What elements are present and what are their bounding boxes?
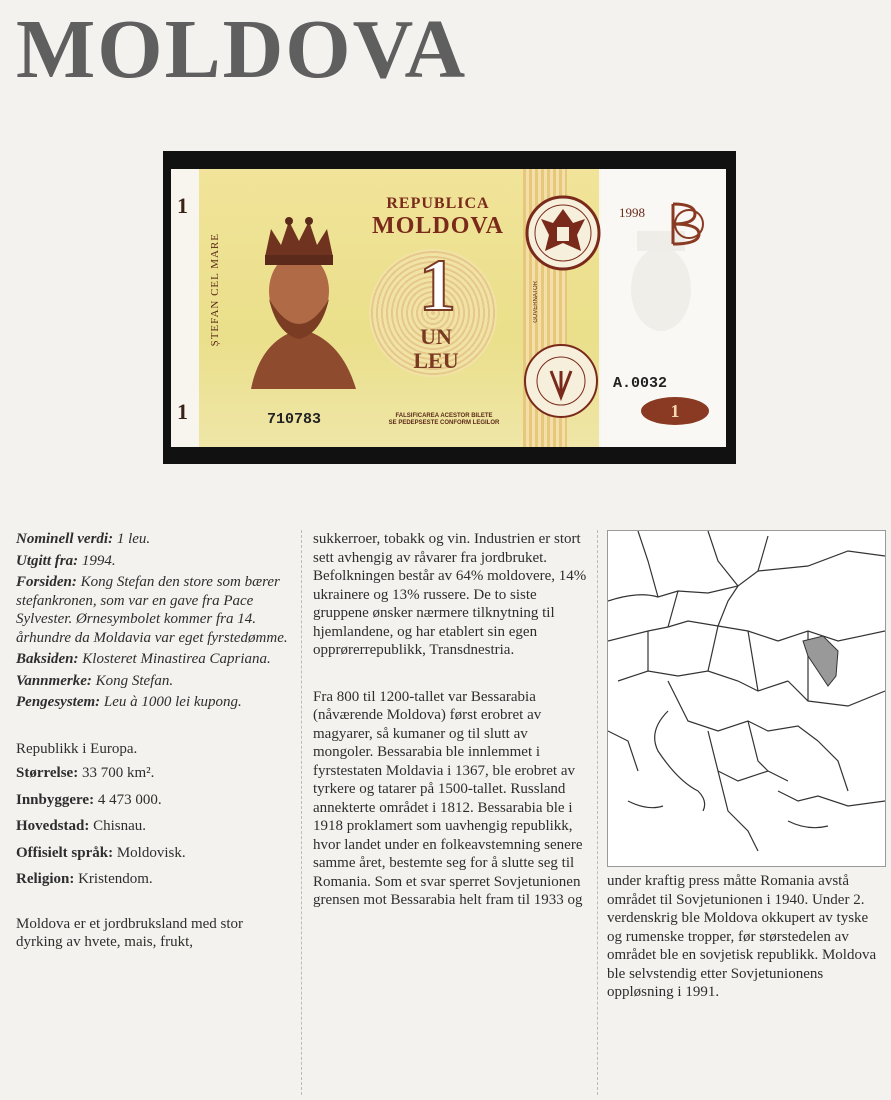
issuer-line-2: MOLDOVA xyxy=(372,212,504,239)
column-3 xyxy=(607,872,885,1002)
page-title: MOLDOVA xyxy=(16,3,468,96)
column-divider-1 xyxy=(301,530,302,1095)
corner-numeral-top: 1 xyxy=(177,193,188,218)
counterfeit-warning-line-2: SE PEDEPSESTE CONFORM LEGILOR xyxy=(388,420,500,427)
stat-language: Offisielt språk: Moldovisk. xyxy=(16,844,186,861)
issuer-line-1: REPUBLICA xyxy=(386,195,490,212)
fact-back: Baksiden: Klosteret Minastirea Capriana. xyxy=(16,651,271,667)
serial-number-left: 710783 xyxy=(267,411,322,428)
governor-label: GUVERNATOR xyxy=(533,281,539,323)
denomination-words xyxy=(401,325,471,373)
corner-numeral-bottom: 1 xyxy=(177,399,188,424)
col2-paragraph-1: sukkerroer, tobakk og vin. Industrien er stort sett avhengig av råvarer fra jordbruket. Befolkningen består av 64% moldovere, 14% ukrainere og 13% russere. De to siste gruppene ønsker nærmere tilknytning til hjemlandene, og har etablert sin egen opprørerrepublikk, Transdnestria. xyxy=(313,531,587,658)
col3-paragraph: under kraftig press måtte Romania avstå området til Sovjetunionen i 1940. Under 2. verdenskrig ble Moldova okkupert av tyske og rumenske tropper, før størstedelen av området ble en sovjetisk republikk. Moldova ble selvstendig etter Sovjetunionens oppløsning i 1991. xyxy=(607,873,877,1000)
denomination-leu: LEU xyxy=(413,348,459,374)
country-stats xyxy=(16,764,291,889)
column-2 xyxy=(313,530,591,910)
stat-capital: Hovedstad: Chisnau. xyxy=(16,818,147,834)
fact-front: Forsiden: Kong Stefan den store som bærer stefankronen, som var en gave fra Pace Sylvester. Ørnesymbolet kommer fra 14. århundre da Moldavia var eget fyrstedømme. xyxy=(16,574,288,646)
issuer-title xyxy=(353,195,523,239)
banknote-frame xyxy=(163,151,736,464)
coat-of-arms-seal xyxy=(523,193,603,273)
counterfeit-warning xyxy=(379,413,509,427)
column-divider-2 xyxy=(597,530,598,1095)
europe-map-drawing xyxy=(608,531,885,866)
fact-issued: Utgitt fra: 1994. xyxy=(16,552,116,569)
fact-nominal: Nominell verdi: 1 leu. xyxy=(16,531,151,547)
denomination-numeral: 1 xyxy=(419,245,456,327)
denomination-un: UN xyxy=(420,324,452,349)
column-1 xyxy=(16,530,291,952)
motto-seal xyxy=(521,341,601,421)
stat-religion: Religion: Kristendom. xyxy=(16,871,153,887)
bnm-monogram xyxy=(665,199,707,249)
col1-body-text: Moldova er et jordbruksland med stor dyrking av hvete, mais, frukt, xyxy=(16,915,244,950)
country-intro: Republikk i Europa. xyxy=(16,740,138,757)
counterfeit-warning-line-1: FALSIFICAREA ACESTOR BILETE xyxy=(395,413,493,419)
europe-map xyxy=(607,530,886,867)
denomination-oval: 1 xyxy=(641,397,709,425)
fact-currency-system: Pengesystem: Leu à 1000 lei kupong. xyxy=(16,694,242,710)
serial-number-right: A.0032 xyxy=(613,375,668,392)
stat-population: Innbyggere: 4 473 000. xyxy=(16,791,162,808)
issue-year: 1998 xyxy=(619,205,645,220)
fact-watermark: Vannmerke: Kong Stefan. xyxy=(16,672,174,689)
stat-area: Størrelse: 33 700 km². xyxy=(16,765,155,781)
col2-paragraph-2: Fra 800 til 1200-tallet var Bessarabia (nåværende Moldova) først erobret av magyarer, så kumaner og til slutt av mongoler. Bessarabia ble innlemmet i fyrstestaten Moldavia i 1367, ble erobret av tyrkere og tatarer på 1500-tallet. Russland annekterte området i 1812. Bessarabia ble i 1918 proklamert som uavhengig republikk, hvor landet under en folkeavstemning senere samme året, bestemte seg for å slutte seg til Romania. Som et svar sperret Sovjetunionen grensen mot Bessarabia helt fram til 1933 og xyxy=(313,688,583,908)
portrait-caption: ȘTEFAN CEL MARE xyxy=(209,233,221,347)
banknote-image xyxy=(171,169,726,447)
banknote-facts xyxy=(16,530,291,712)
